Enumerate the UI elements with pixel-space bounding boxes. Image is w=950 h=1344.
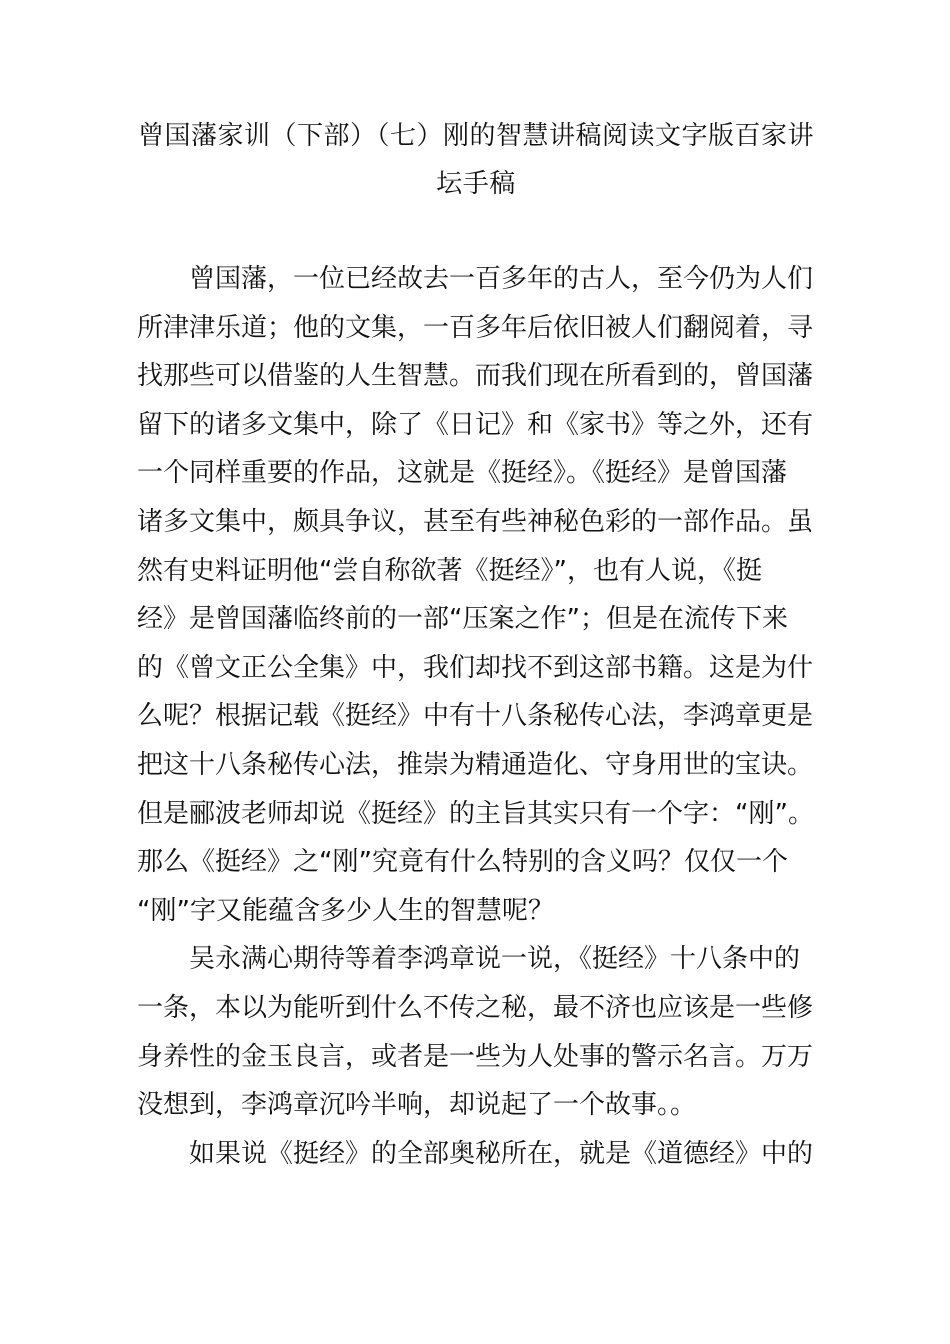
paragraph-line: 的《曾文正公全集》中，我们却找不到这部书籍。这是为什: [137, 652, 814, 683]
paragraph-line: 么呢？根据记载《挺经》中有十八条秘传心法，李鸿章更是: [137, 701, 814, 732]
paragraph-line: 没想到，李鸿章沉吟半响，却说起了一个故事。。: [137, 1090, 697, 1121]
paragraph-line: 如果说《挺经》的全部奥秘所在，就是《道德经》中的: [189, 1138, 814, 1169]
paragraph-line: 但是郦波老师却说《挺经》的主旨其实只有一个字：“刚”。: [137, 798, 814, 829]
paragraph-line: 然有史料证明他“尝自称欲著《挺经》”，也有人说，《挺: [137, 555, 762, 586]
paragraph-line: 所津津乐道；他的文集，一百多年后依旧被人们翻阅着，寻: [137, 312, 814, 343]
paragraph-line: 一个同样重要的作品，这就是《挺经》。《挺经》是曾国藩: [137, 458, 788, 489]
paragraph-line: 一条，本以为能听到什么不传之秘，最不济也应该是一些修: [137, 992, 814, 1023]
paragraph-line: 找那些可以借鉴的人生智慧。而我们现在所看到的，曾国藩: [137, 361, 814, 392]
paragraph-line: 经》是曾国藩临终前的一部“压案之作”；但是在流传下来: [137, 604, 788, 635]
title-line: 曾国藩家训（下部）（七）刚的智慧讲稿阅读文字版百家讲: [137, 121, 814, 151]
paragraph-line: 诸多文集中，颇具争议，甚至有些神秘色彩的一部作品。虽: [137, 506, 814, 537]
paragraph-line: 把这十八条秘传心法，推崇为精通造化、守身用世的宝诀。: [137, 749, 814, 780]
paragraph-line: 吴永满心期待等着李鸿章说一说，《挺经》十八条中的: [189, 944, 801, 975]
paragraph-line: 留下的诸多文集中，除了《日记》和《家书》等之外，还有: [137, 409, 814, 440]
title-line: 坛手稿: [436, 169, 516, 199]
paragraph-line: 那么《挺经》之“刚”究竟有什么特别的含义吗？仅仅一个: [137, 847, 788, 878]
document-title: [134, 112, 818, 208]
paragraph-line: 身养性的金玉良言，或者是一些为人处事的警示名言。万万: [137, 1041, 814, 1072]
paragraph-line: “刚”字又能蕴含多少人生的智慧呢？: [137, 895, 554, 926]
document-body: [137, 255, 857, 1178]
paragraph-line: 曾国藩，一位已经故去一百多年的古人，至今仍为人们: [189, 264, 814, 294]
